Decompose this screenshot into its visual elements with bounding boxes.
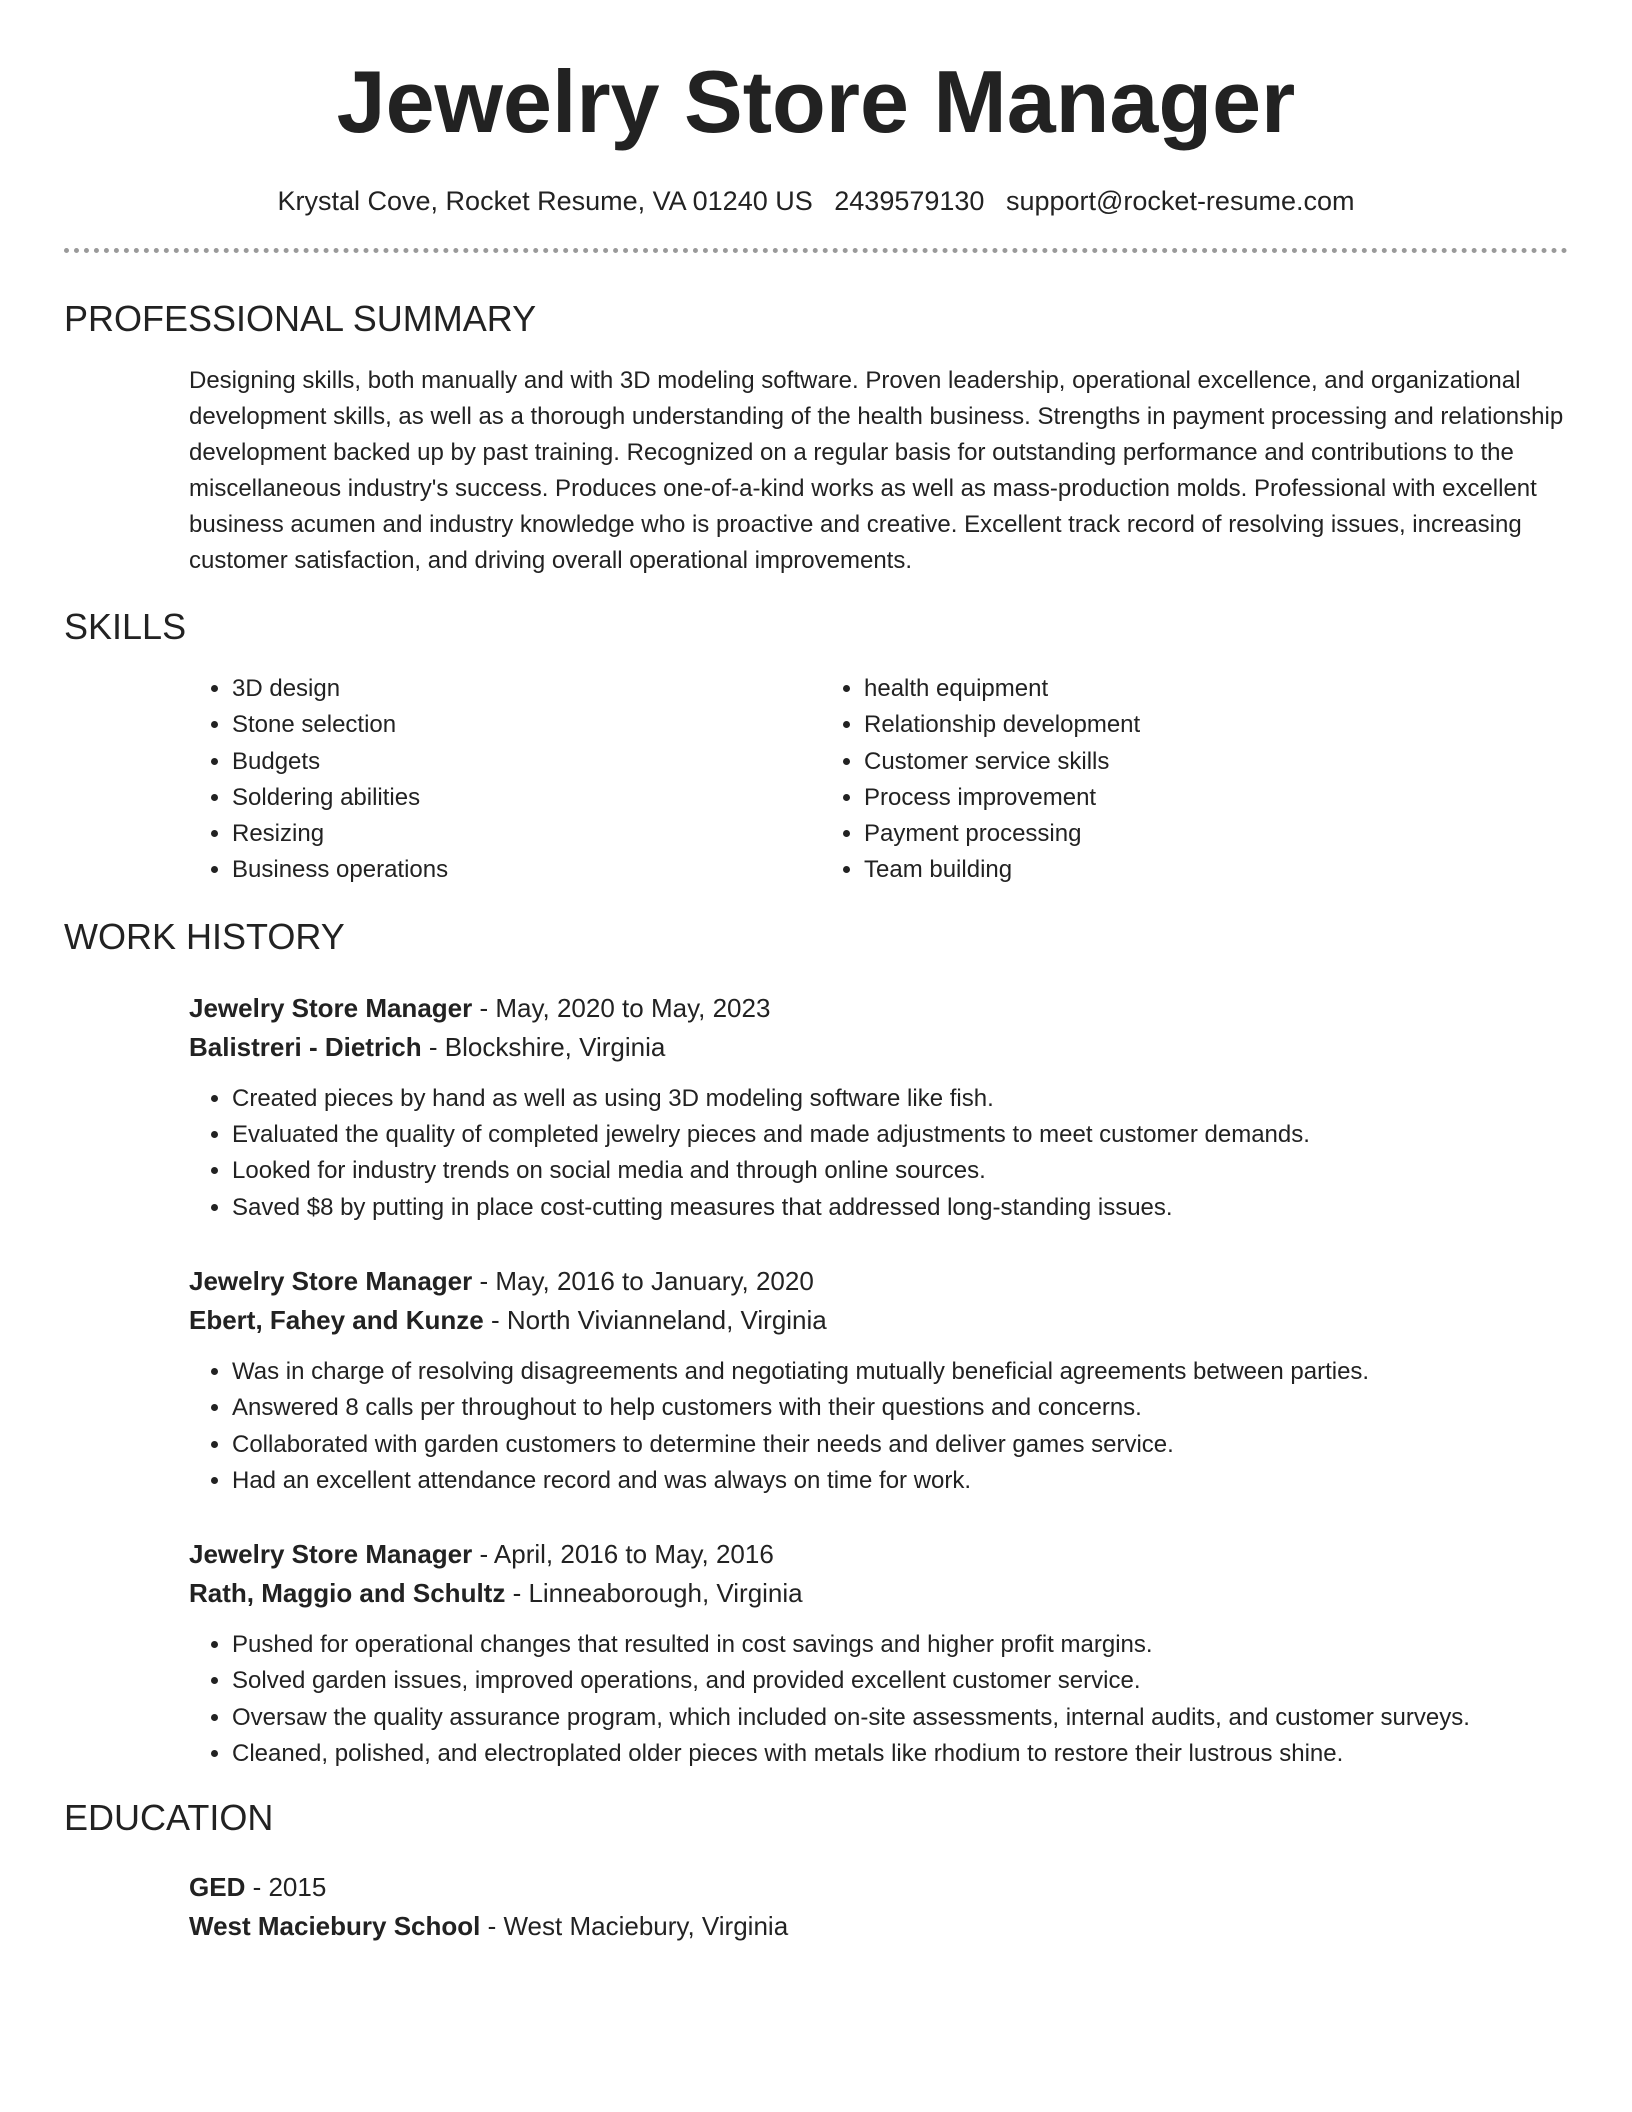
job-dates: - May, 2016 to January, 2020 <box>472 1265 814 1296</box>
work-history-heading: WORK HISTORY <box>64 915 345 957</box>
job-entry <box>64 989 1568 1226</box>
skill-item: • Customer service skills <box>864 744 1453 780</box>
job-location: - Linneaborough, Virginia <box>505 1578 803 1609</box>
skill-item: • Payment processing <box>864 816 1453 852</box>
job-role: Jewelry Store Manager <box>189 1265 473 1296</box>
job-dates: - May, 2020 to May, 2023 <box>472 992 771 1023</box>
header-divider <box>64 248 1568 253</box>
job-duty: • Created pieces by hand as well as using 3D modeling software like fish. <box>232 1081 1568 1117</box>
job-duty: • Pushed for operational changes that resulted in cost savings and higher profit margins. <box>232 1627 1568 1663</box>
job-role: Jewelry Store Manager <box>189 1539 473 1570</box>
job-duty: • Evaluated the quality of completed jewelry pieces and made adjustments to meet customer demands. <box>232 1117 1568 1153</box>
skill-item: • health equipment <box>864 671 1453 707</box>
skill-item: • Budgets <box>232 744 821 780</box>
contact-address: Krystal Cove, Rocket Resume, VA 01240 US <box>277 186 813 216</box>
skill-item: • Team building <box>864 852 1453 888</box>
job-location: - North Vivianneland, Virginia <box>483 1304 827 1335</box>
job-duties <box>189 1627 1568 1772</box>
job-company-line <box>189 1574 1568 1613</box>
summary-section <box>64 297 1568 579</box>
job-duty: • Was in charge of resolving disagreements and negotiating mutually beneficial agreements between parties. <box>232 1354 1568 1390</box>
job-company: Rath, Maggio and Schultz <box>189 1578 506 1609</box>
skills-section <box>64 605 1568 889</box>
skills-column-left <box>189 671 821 889</box>
education-section <box>64 1796 1568 1946</box>
work-history-section <box>64 915 1568 1773</box>
education-degree-line <box>189 1868 1568 1907</box>
contact-line <box>64 184 1568 218</box>
resume-title: Jewelry Store Manager <box>336 52 1296 151</box>
skill-item: • Soldering abilities <box>232 780 821 816</box>
job-company: Ebert, Fahey and Kunze <box>189 1304 484 1335</box>
skill-item: • Business operations <box>232 852 821 888</box>
contact-phone: 2439579130 <box>834 186 985 216</box>
skills-heading: SKILLS <box>64 606 187 647</box>
job-duty: • Answered 8 calls per throughout to help customers with their questions and concerns. <box>232 1390 1568 1426</box>
education-degree: GED <box>189 1872 246 1903</box>
job-company: Balistreri - Dietrich <box>189 1031 422 1062</box>
job-title-line <box>189 1262 1568 1301</box>
job-dates: - April, 2016 to May, 2016 <box>472 1539 774 1570</box>
job-duty: • Had an excellent attendance record and was always on time for work. <box>232 1463 1568 1499</box>
summary-text: Designing skills, both manually and with 3D modeling software. Proven leadership, operational excellence, and organizational development skills, as well as a thorough understanding of the health business. Strengths in payment processing and relationship development backed up by past training. Recognized on a regular basis for outstanding performance and contributions to the miscellaneous industry's success. Produces one-of-a-kind works as well as mass-production molds. Professional with excellent business acumen and industry knowledge who is proactive and creative. Excellent track record of resolving issues, increasing customer satisfaction, and driving overall operational improvements. <box>189 367 1564 574</box>
skill-item: • Stone selection <box>232 707 821 743</box>
job-location: - Blockshire, Virginia <box>421 1031 666 1062</box>
job-duty: • Saved $8 by putting in place cost-cutting measures that addressed long-standing issues. <box>232 1190 1568 1226</box>
job-duty: • Looked for industry trends on social media and through online sources. <box>232 1153 1568 1189</box>
job-duty: • Collaborated with garden customers to determine their needs and deliver games service. <box>232 1427 1568 1463</box>
summary-heading: PROFESSIONAL SUMMARY <box>64 298 537 339</box>
job-duty: • Oversaw the quality assurance program, which included on-site assessments, internal audits, and customer surveys. <box>232 1700 1568 1736</box>
job-duties <box>189 1081 1568 1226</box>
job-title-line <box>189 989 1568 1028</box>
job-duty: • Solved garden issues, improved operations, and provided excellent customer service. <box>232 1663 1568 1699</box>
job-entry <box>64 1535 1568 1772</box>
job-title-line <box>189 1535 1568 1574</box>
skill-item: • 3D design <box>232 671 821 707</box>
skill-item: • Process improvement <box>864 780 1453 816</box>
education-location: - West Maciebury, Virginia <box>480 1911 789 1942</box>
skills-list <box>64 671 1568 889</box>
job-duties <box>189 1354 1568 1499</box>
skills-column-right <box>821 671 1453 889</box>
job-company-line <box>189 1301 1568 1340</box>
job-company-line <box>189 1028 1568 1067</box>
skill-item: • Relationship development <box>864 707 1453 743</box>
education-school-line <box>189 1907 1568 1946</box>
contact-email: support@rocket-resume.com <box>1005 186 1355 216</box>
job-role: Jewelry Store Manager <box>189 992 473 1023</box>
education-year: - 2015 <box>245 1872 327 1903</box>
education-school: West Maciebury School <box>189 1911 481 1942</box>
education-heading: EDUCATION <box>64 1797 274 1839</box>
skill-item: • Resizing <box>232 816 821 852</box>
education-entry <box>64 1868 1568 1946</box>
job-duty: • Cleaned, polished, and electroplated older pieces with metals like rhodium to restore their lustrous shine. <box>232 1736 1568 1772</box>
job-entry <box>64 1262 1568 1499</box>
